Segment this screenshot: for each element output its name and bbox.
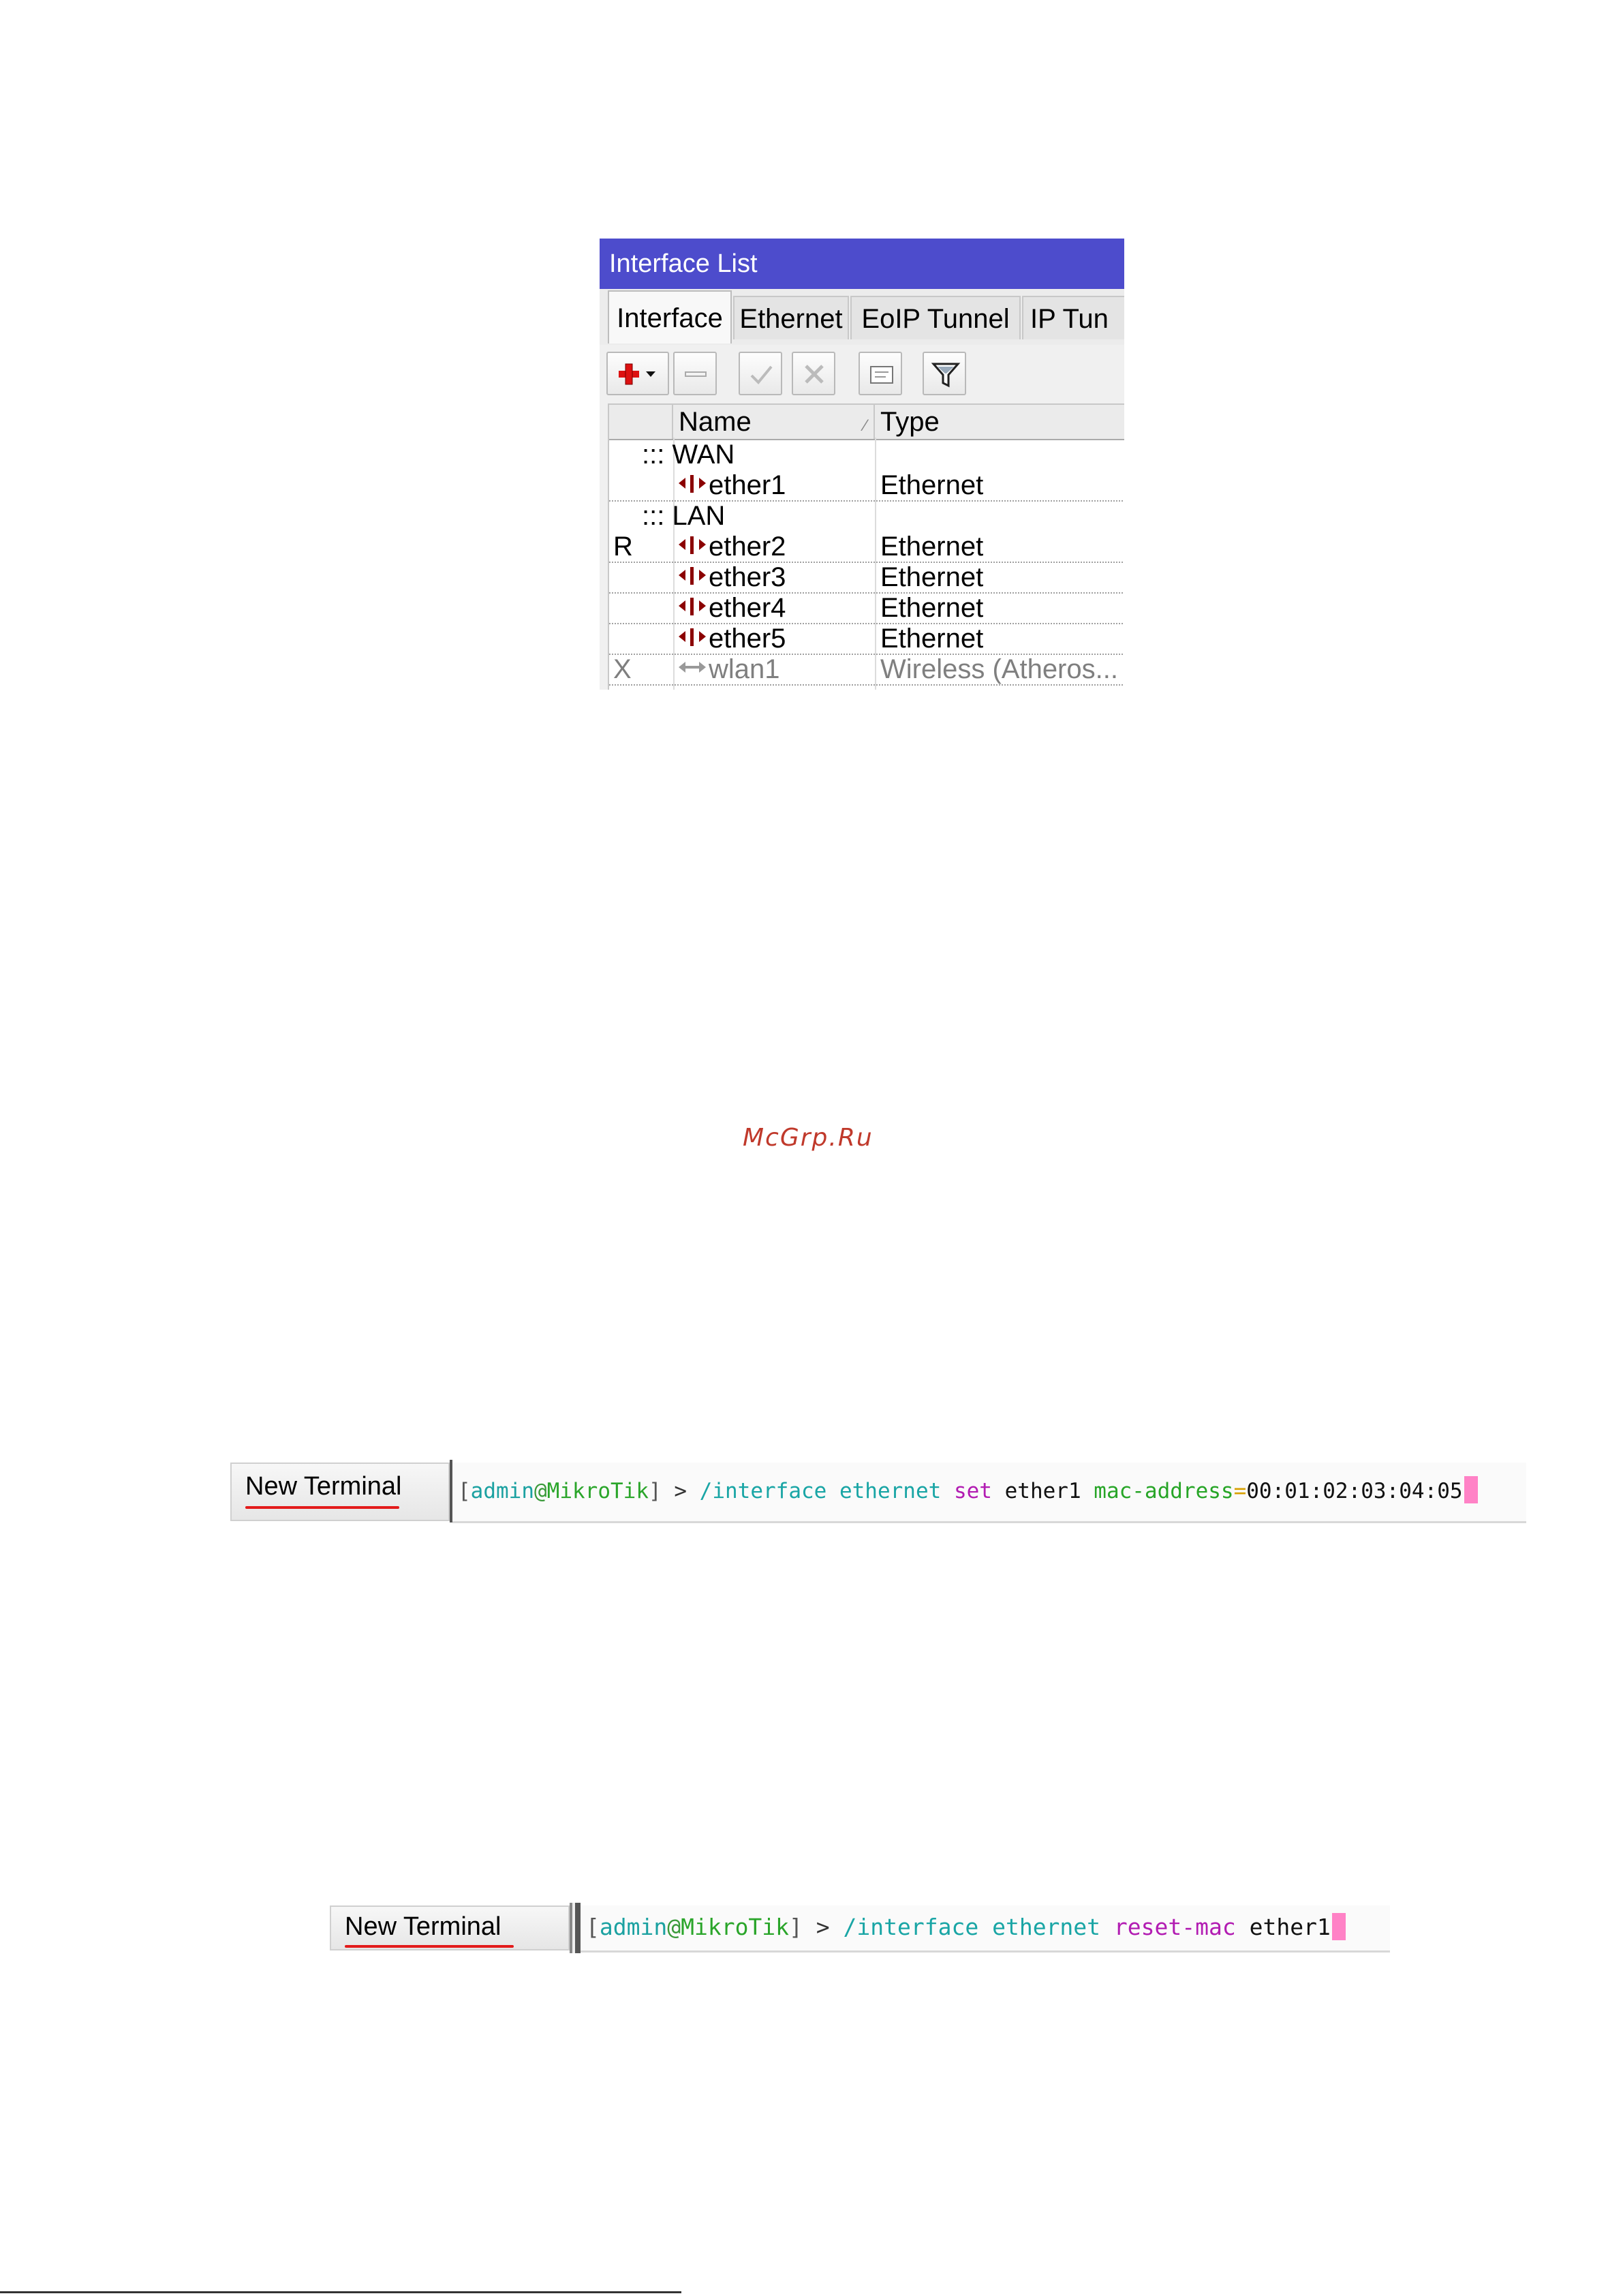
table-row[interactable]: [609, 470, 1124, 502]
prompt-at: @: [667, 1914, 681, 1940]
prompt-host: MikroTik: [546, 1479, 649, 1503]
watermark: McGrp.Ru: [743, 1124, 874, 1152]
prompt-bracket: ]: [789, 1914, 803, 1940]
label-underline: [345, 1945, 514, 1948]
prompt-bracket: [: [458, 1479, 471, 1503]
ethernet-interface-icon: [677, 596, 707, 618]
wireless-interface-icon: [677, 658, 707, 679]
window-title: Interface List: [600, 239, 1124, 289]
remove-button[interactable]: [673, 352, 717, 395]
group-row-lan[interactable]: [609, 500, 1124, 531]
row-type: Wireless (Atheros...: [880, 654, 1118, 684]
new-terminal-button[interactable]: [330, 1905, 570, 1950]
sort-icon: ∕: [863, 416, 867, 435]
table-header: [609, 403, 1124, 440]
add-icon: [608, 353, 670, 397]
ethernet-interface-icon: [677, 535, 707, 557]
tab-eoip-tunnel[interactable]: EoIP Tunnel: [850, 296, 1021, 339]
row-name-text: ether4: [709, 593, 786, 623]
row-name-text: ether5: [709, 624, 786, 654]
row-flag: X: [613, 654, 632, 684]
command-path: /interface ethernet: [699, 1479, 942, 1503]
prompt-bracket: ]: [648, 1479, 662, 1503]
row-name: [677, 531, 786, 562]
row-name-text: wlan1: [709, 654, 780, 684]
column-name-label: Name: [679, 407, 752, 437]
table-row[interactable]: [609, 562, 1124, 594]
cross-icon: [793, 353, 837, 397]
toolbar: [600, 345, 1124, 403]
remove-icon: [675, 353, 718, 397]
column-type[interactable]: Type: [875, 405, 1124, 439]
row-type: Ethernet: [880, 562, 984, 592]
terminal-window[interactable]: [452, 1463, 1526, 1523]
command-verb: set: [953, 1479, 992, 1503]
command-equals: =: [1233, 1479, 1247, 1503]
new-terminal-button[interactable]: [230, 1463, 450, 1521]
tab-interface[interactable]: Interface: [608, 290, 732, 343]
filter-button[interactable]: [923, 352, 966, 395]
row-name-text: ether3: [709, 562, 786, 592]
command-param: mac-address: [1094, 1479, 1234, 1503]
row-flag: R: [613, 532, 633, 562]
row-type: Ethernet: [880, 593, 984, 623]
row-name: [677, 470, 786, 501]
comment-icon: [860, 353, 903, 397]
terminal-separator: [570, 1903, 581, 1953]
row-name: [677, 654, 780, 685]
terminal-window[interactable]: [581, 1905, 1390, 1953]
group-label: ::: LAN: [642, 501, 726, 531]
terminal-cursor: [1332, 1913, 1346, 1940]
row-name-text: ether2: [709, 532, 786, 562]
command-target: ether1: [1249, 1914, 1331, 1940]
command-target: ether1: [1004, 1479, 1081, 1503]
table-row[interactable]: [609, 592, 1124, 624]
comment-button[interactable]: [859, 352, 902, 395]
new-terminal-label: New Terminal: [345, 1912, 501, 1941]
tab-ethernet[interactable]: Ethernet: [733, 296, 849, 339]
prompt-user: admin: [470, 1479, 534, 1503]
tab-bar: [600, 289, 1124, 345]
prompt-at: @: [534, 1479, 547, 1503]
command-path: /interface ethernet: [843, 1914, 1101, 1940]
label-underline: [245, 1506, 399, 1509]
page-bottom-rule: [0, 2291, 681, 2293]
table-row[interactable]: [609, 623, 1124, 655]
group-row-wan[interactable]: [609, 439, 1124, 470]
row-name-text: ether1: [709, 470, 786, 500]
enable-button[interactable]: [739, 352, 782, 395]
ethernet-interface-icon: [677, 566, 707, 587]
check-icon: [740, 353, 784, 397]
prompt-symbol: >: [816, 1914, 830, 1940]
ethernet-interface-icon: [677, 627, 707, 649]
row-name: [677, 562, 786, 593]
column-flags[interactable]: [609, 405, 673, 439]
terminal-command-line[interactable]: [458, 1475, 1478, 1507]
row-name: [677, 623, 786, 654]
new-terminal-label: New Terminal: [245, 1472, 402, 1501]
command-value: 00:01:02:03:04:05: [1246, 1479, 1463, 1503]
tab-ip-tunnel[interactable]: IP Tun: [1022, 296, 1124, 339]
prompt-host: MikroTik: [681, 1914, 790, 1940]
interface-table: [608, 403, 1124, 690]
command-verb: reset-mac: [1113, 1914, 1236, 1940]
terminal-cursor: [1464, 1476, 1478, 1503]
table-row[interactable]: [609, 654, 1124, 686]
group-label: ::: WAN: [642, 440, 735, 470]
terminal-command-line[interactable]: [586, 1911, 1346, 1944]
table-row[interactable]: [609, 531, 1124, 563]
row-type: Ethernet: [880, 532, 984, 562]
prompt-symbol: >: [674, 1479, 687, 1503]
row-type: Ethernet: [880, 470, 984, 500]
disable-button[interactable]: [792, 352, 835, 395]
ethernet-interface-icon: [677, 474, 707, 495]
row-name: [677, 592, 786, 624]
prompt-bracket: [: [586, 1914, 600, 1940]
interface-list-window: [600, 239, 1124, 690]
column-name[interactable]: [673, 405, 875, 439]
add-button[interactable]: [606, 352, 669, 395]
filter-icon: [924, 353, 968, 397]
row-type: Ethernet: [880, 624, 984, 654]
prompt-user: admin: [599, 1914, 668, 1940]
